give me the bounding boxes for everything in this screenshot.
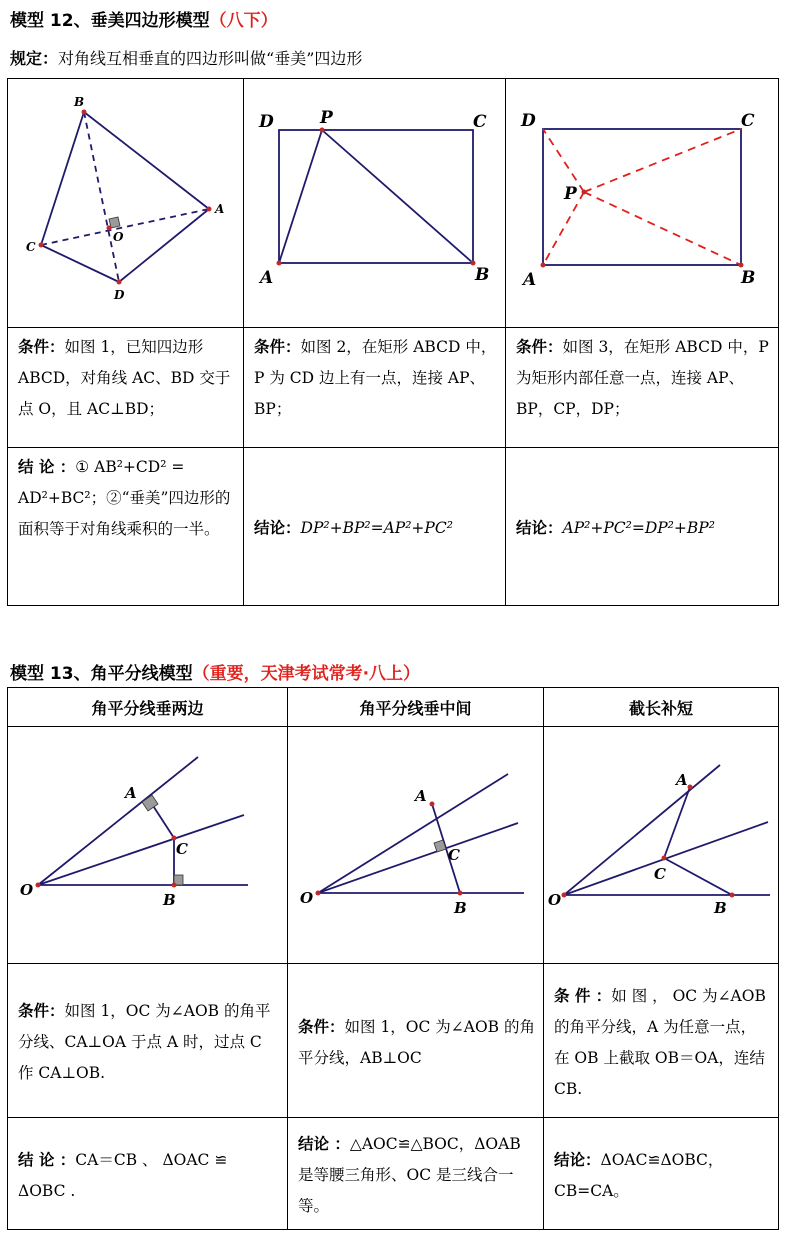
model13-fig2-cell (288, 727, 544, 964)
m13-fig3-label-b: B (714, 899, 727, 917)
fig2-ray-oa (318, 774, 508, 893)
fig2-label-a: A (260, 268, 274, 288)
model13-title-main: 模型 13、角平分线模型 (10, 664, 193, 684)
model12-rule (10, 46, 362, 69)
fig3-label-a: A (523, 270, 537, 290)
m13-fig3-label-c: C (654, 865, 666, 883)
model13-table (7, 687, 779, 1230)
model13-title (10, 659, 420, 684)
model13-conclusion-2: 结论 ：△AOC≌△BOC，ΔOAB 是等腰三角形、OC 是三线合一等。 (288, 1118, 544, 1230)
model13-conclusion-3: 结论：ΔOAC≌ΔOBC，CB=CA。 (544, 1118, 779, 1230)
model12-title-note: （八下） (209, 11, 278, 31)
fig1-label-c: C (26, 240, 36, 254)
m13-fig3-label-o: O (548, 891, 562, 909)
fig1-diagonal-ac (41, 209, 209, 245)
fig1-edge-cb (41, 112, 84, 245)
fig3-segment-bp (584, 192, 741, 265)
model13-header-2: 角平分线垂中间 (288, 688, 544, 727)
model13-fig2-diagram (288, 727, 544, 963)
model13-condition-2: 条件：如图 1，OC 为∠AOB 的角平分线，AB⊥OC (288, 964, 544, 1118)
fig3-label-d: D (521, 111, 536, 131)
fig1-edge-dc (41, 245, 119, 282)
fig2-segment-ap (279, 130, 322, 263)
model13-condition-1: 条件：如图 1，OC 为∠AOB 的角平分线、CA⊥OA 于点 A 时，过点 C 作 CA⊥OB. (8, 964, 288, 1118)
fig3-segment-ac (664, 787, 690, 858)
fig2-bisector (318, 823, 518, 893)
model13-fig1-diagram (8, 727, 288, 963)
fig2-label-b: B (475, 265, 490, 285)
model12-conclusion-3: 结论：AP²+PC²=DP²+BP² (506, 448, 779, 606)
fig2-segment-bp (322, 130, 473, 263)
m13-fig1-label-o: O (20, 881, 34, 899)
m13-fig2-label-o: O (300, 889, 314, 907)
model12-conclusion-2: 结论：DP²+BP²=AP²+PC² (244, 448, 506, 606)
fig2-label-c: C (473, 112, 487, 132)
fig3-label-c: C (741, 111, 755, 131)
model13-fig1-cell (8, 727, 288, 964)
fig1-label-d: D (114, 288, 125, 302)
fig1-cell (8, 79, 244, 328)
m13-fig1-label-c: C (176, 840, 188, 858)
model12-title-main: 模型 12、垂美四边形模型 (10, 11, 210, 31)
fig1-diagram (8, 79, 244, 327)
fig3-diagram (506, 79, 779, 327)
m13-fig2-label-c: C (448, 846, 460, 864)
rule-text: 对角线互相垂直的四边形叫做“垂美”四边形 (58, 49, 363, 68)
model12-table (7, 78, 779, 606)
fig2-diagram (244, 79, 506, 327)
fig1-label-b: B (74, 95, 85, 109)
model13-header-1: 角平分线垂两边 (8, 688, 288, 727)
model12-title (10, 6, 278, 31)
model13-fig3-cell (544, 727, 779, 964)
fig2-label-p: P (320, 108, 333, 128)
fig1-bisector (38, 815, 244, 885)
m13-fig1-label-a: A (125, 784, 137, 802)
model13-condition-3: 条 件 ：如 图 ， OC 为∠AOB 的角平分线，A 为任意一点，在 OB 上截取 OB＝OA，连结 CB. (544, 964, 779, 1118)
model12-conclusion-1: 结 论 ：① AB²+CD² = AD²+BC²；②“垂美”四边形的面积等于对角线乘积的一半。 (8, 448, 244, 606)
model13-header-3: 截长补短 (544, 688, 779, 727)
m13-fig3-label-a: A (676, 771, 688, 789)
fig3-label-p: P (564, 184, 577, 204)
model12-condition-3: 条件：如图 3，在矩形 ABCD 中，P 为矩形内部任意一点，连接 AP、BP，CP，DP； (506, 328, 779, 448)
fig3-segment-dp (543, 129, 584, 192)
rule-label: 规定： (10, 49, 59, 68)
model13-conclusion-1: 结 论 ：CA＝CB 、 ΔOAC ≌ ΔOBC . (8, 1118, 288, 1230)
model13-title-note: （重要，天津考试常考·八上） (192, 664, 421, 684)
fig3-label-b: B (741, 268, 756, 288)
fig1-diagonal-bd (84, 112, 119, 282)
m13-fig1-label-b: B (163, 891, 176, 909)
fig2-label-d: D (259, 112, 274, 132)
fig3-segment-cb (664, 858, 732, 895)
fig2-rectangle (279, 130, 473, 263)
fig1-label-a: A (215, 202, 225, 216)
model12-condition-2: 条件：如图 2，在矩形 ABCD 中，P 为 CD 边上有一点，连接 AP、BP； (244, 328, 506, 448)
m13-fig2-label-b: B (454, 899, 467, 917)
fig1-edge-ad (119, 209, 209, 282)
fig3-segment-cp (584, 129, 741, 192)
m13-fig2-label-a: A (415, 787, 427, 805)
model12-condition-1: 条件：如图 1，已知四边形 ABCD，对角线 AC、BD 交于点 O，且 AC⊥BD； (8, 328, 244, 448)
model13-fig3-diagram (544, 727, 779, 963)
fig1-edge-ba (84, 112, 209, 209)
fig1-label-o: O (113, 230, 124, 244)
fig3-cell (506, 79, 779, 328)
fig2-cell (244, 79, 506, 328)
